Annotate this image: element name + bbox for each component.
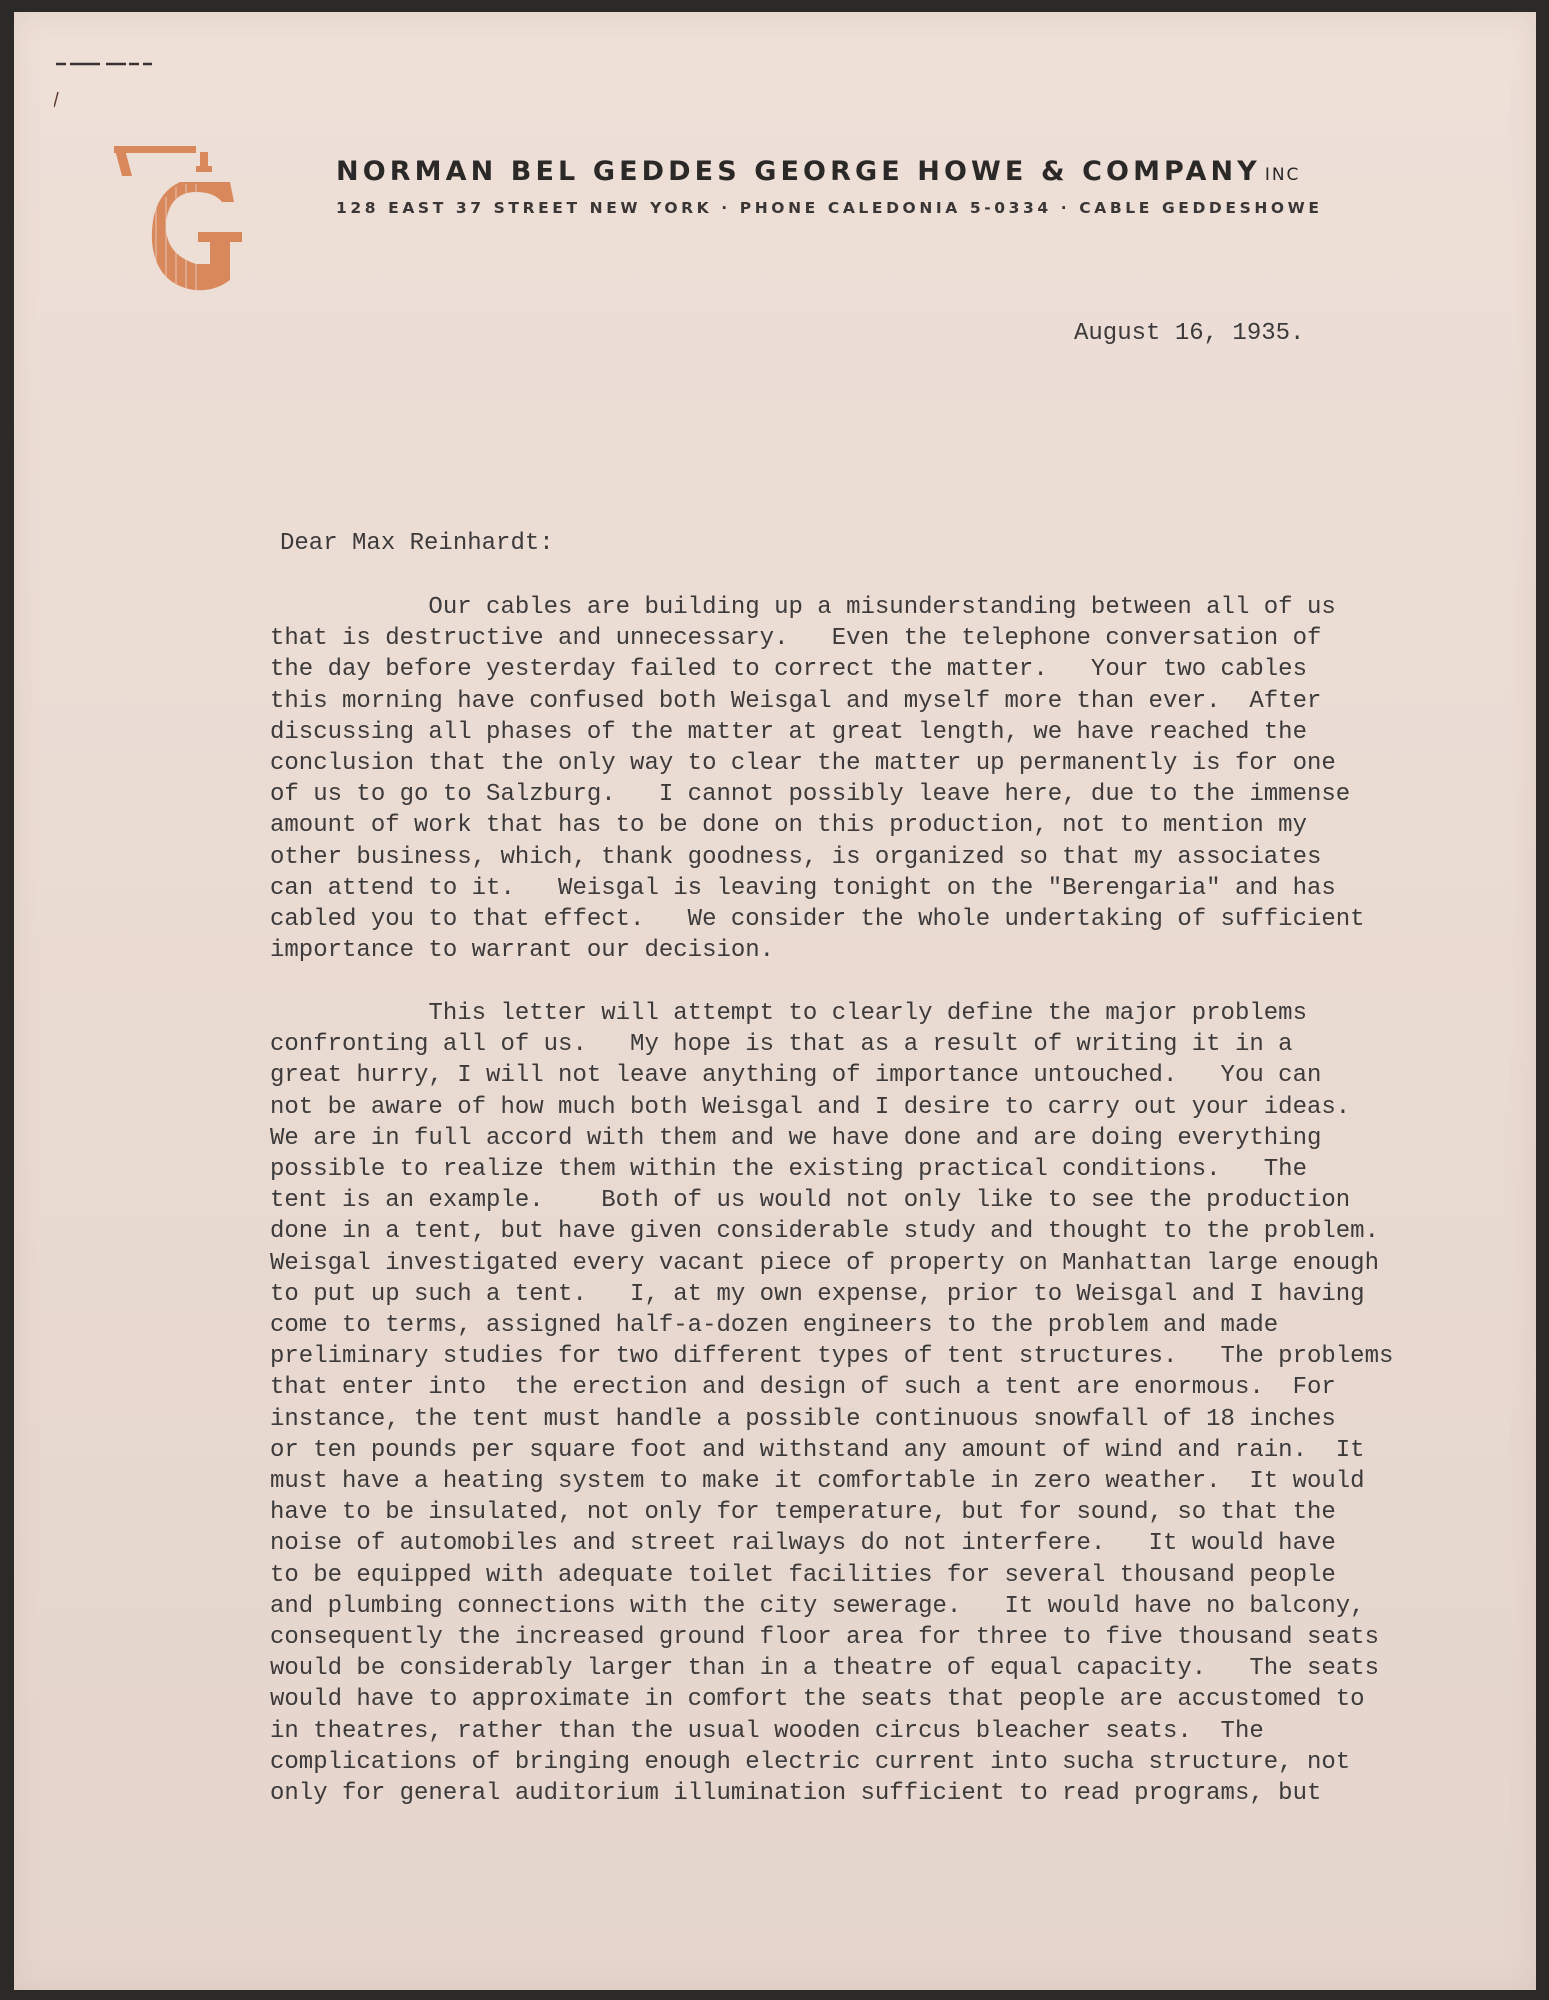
company-name-text: NORMAN BEL GEDDES GEORGE HOWE & COMPANY [336,156,1261,187]
text-line: in theatres, rather than the usual wooden circus bleacher seats. The [270,1717,1264,1745]
text-line: have to be insulated, not only for temperature, but for sound, so that the [270,1499,1336,1527]
pencil-mark-icon [54,52,154,112]
text-line: possible to realize them within the existing practical conditions. The [270,1156,1307,1184]
body-paragraph-2 [270,998,1470,1809]
text-line: of us to go to Salzburg. I cannot possibly leave here, due to the immense [270,781,1351,809]
letter-page [14,12,1536,1990]
company-suffix: INC [1264,165,1301,185]
text-line: This letter will attempt to clearly define the major problems [270,1000,1307,1027]
text-line: confronting all of us. My hope is that as a result of writing it in a [270,1031,1293,1059]
text-line: would have to approximate in comfort the seats that people are accustomed to [270,1686,1365,1714]
text-line: must have a heating system to make it comfortable in zero weather. It would [270,1468,1365,1496]
text-line: great hurry, I will not leave anything of importance untouched. You can [270,1062,1322,1090]
text-line: the day before yesterday failed to correct the matter. Your two cables [270,656,1307,684]
company-address: 128 EAST 37 STREET NEW YORK · PHONE CALEDONIA 5-0334 · CABLE GEDDESHOWE [336,199,1323,217]
salutation: Dear Max Reinhardt: [280,530,554,557]
text-line: come to terms, assigned half-a-dozen engineers to the problem and made [270,1312,1279,1340]
text-line: noise of automobiles and street railways do not interfere. It would have [270,1530,1336,1558]
text-line: discussing all phases of the matter at great length, we have reached the [270,718,1307,746]
letterhead [336,156,1396,217]
text-line: preliminary studies for two different types of tent structures. The problems [270,1343,1394,1371]
text-line: or ten pounds per square foot and withstand any amount of wind and rain. It [270,1436,1365,1464]
text-line: Our cables are building up a misunderstanding between all of us [270,594,1336,621]
text-line: complications of bringing enough electric current into sucha structure, not [270,1748,1351,1776]
text-line: this morning have confused both Weisgal and myself more than ever. After [270,687,1322,715]
text-line: cabled you to that effect. We consider the whole undertaking of sufficient [270,906,1365,934]
text-line: consequently the increased ground floor area for three to five thousand seats [270,1624,1379,1652]
company-name [336,156,1396,187]
text-line: that enter into the erection and design of such a tent are enormous. For [270,1374,1336,1402]
text-line: We are in full accord with them and we have done and are doing everything [270,1124,1322,1152]
text-line: tent is an example. Both of us would not only like to see the production [270,1187,1351,1215]
text-line: other business, which, thank goodness, is organized so that my associates [270,843,1322,871]
body-paragraph-1 [270,592,1470,966]
geddes-howe-monogram-icon [110,142,270,302]
text-line: would be considerably larger than in a theatre of equal capacity. The seats [270,1655,1379,1683]
text-line: not be aware of how much both Weisgal and I desire to carry out your ideas. [270,1093,1351,1121]
letter-date: August 16, 1935. [1074,320,1305,347]
text-line: only for general auditorium illumination sufficient to read programs, but [270,1780,1322,1808]
text-line: done in a tent, but have given considerable study and thought to the problem. [270,1218,1379,1246]
text-line: Weisgal investigated every vacant piece of property on Manhattan large enough [270,1249,1379,1277]
text-line: can attend to it. Weisgal is leaving tonight on the "Berengaria" and has [270,874,1336,902]
text-line: that is destructive and unnecessary. Even the telephone conversation of [270,625,1322,653]
text-line: and plumbing connections with the city sewerage. It would have no balcony, [270,1592,1365,1620]
text-line: to be equipped with adequate toilet facilities for several thousand people [270,1561,1336,1589]
text-line: instance, the tent must handle a possible continuous snowfall of 18 inches [270,1405,1336,1433]
text-line: importance to warrant our decision. [270,937,775,965]
text-line: amount of work that has to be done on this production, not to mention my [270,812,1307,840]
text-line: to put up such a tent. I, at my own expense, prior to Weisgal and I having [270,1280,1365,1308]
text-line: conclusion that the only way to clear the matter up permanently is for one [270,750,1336,778]
